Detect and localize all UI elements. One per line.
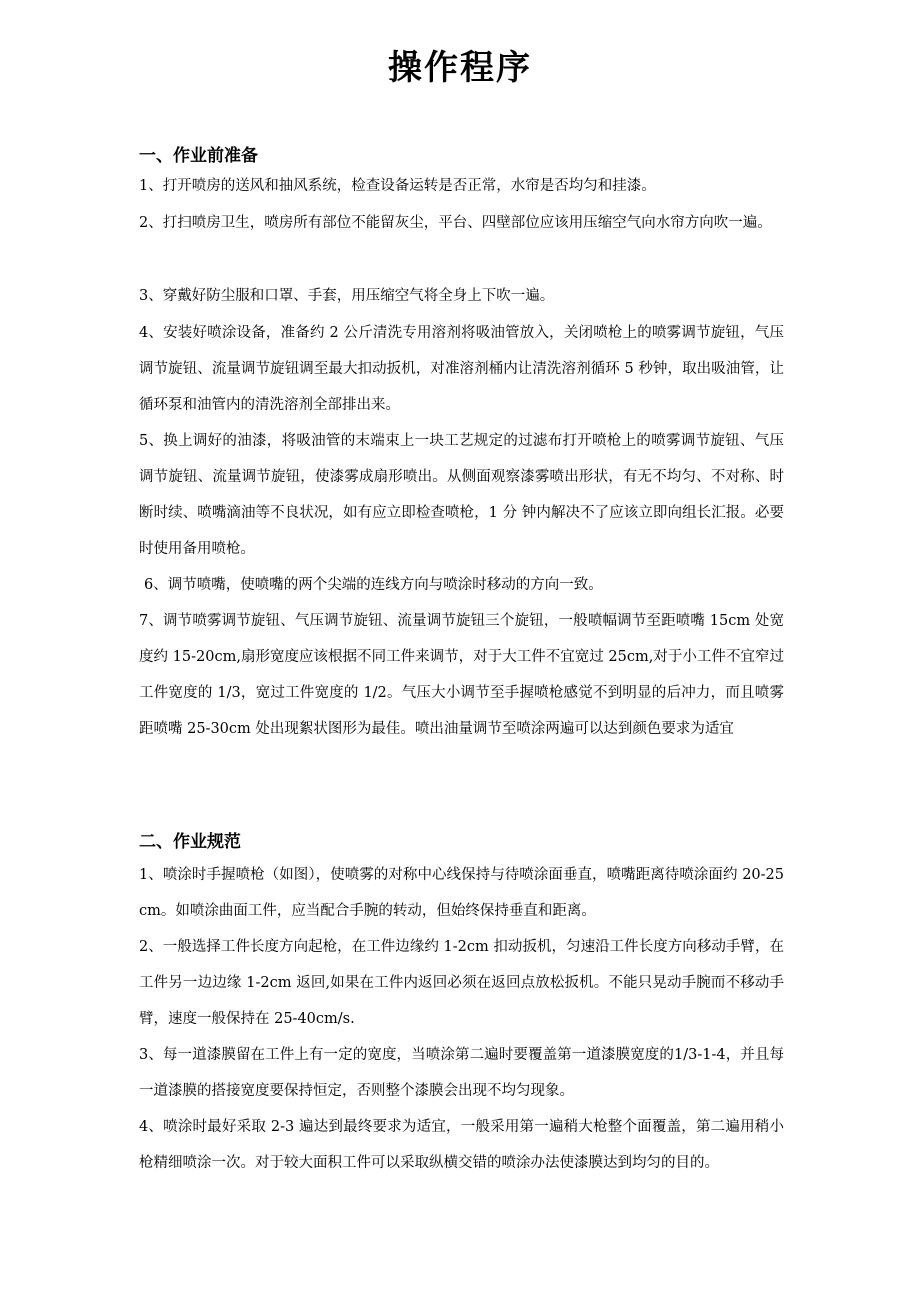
preparation-item-6: 6、调节喷嘴，使喷嘴的两个尖端的连线方向与喷涂时移动的方向一致。 (144, 577, 603, 593)
preparation-item-3: 3、穿戴好防尘服和口罩、手套，用压缩空气将全身上下吹一遍。 (139, 288, 555, 304)
section-heading-standards: 二、作业规范 (139, 832, 241, 852)
preparation-item-1: 1、打开喷房的送风和抽风系统，检查设备运转是否正常，水帘是否均匀和挂漆。 (139, 178, 656, 194)
section-heading-preparation: 一、作业前准备 (139, 146, 258, 166)
preparation-item-2: 2、打扫喷房卫生，喷房所有部位不能留灰尘，平台、四壁部位应该用压缩空气向水帘方向吹一遍。 (139, 215, 772, 231)
preparation-item-7: 7、调节喷雾调节旋钮、气压调节旋钮、流量调节旋钮三个旋钮，一般喷幅调节至距喷嘴 15cm 处宽度约 15-20cm,扇形宽度应该根据不同工件来调节，对于大工件不宜宽过 25cm,对于小工件不宜窄过工件宽度的 1/3，宽过工件宽度的 1/2。气压大小调节至手握喷枪感觉不到明显的后冲力，而且喷雾距喷嘴 25-30cm 处出现絮状图形为最佳。喷出油量调节至喷涂两遍可以达到颜色要求为适宜 (139, 613, 784, 737)
preparation-item-4: 4、安装好喷涂设备，准备约 2 公斤清洗专用溶剂将吸油管放入，关闭喷枪上的喷雾调节旋钮，气压调节旋钮、流量调节旋钮调至最大扣动扳机，对准溶剂桶内让清洗溶剂循环 5 秒钟，取出吸油管，让循环泵和油管内的清洗溶剂全部排出来。 (139, 325, 784, 413)
page-title: 操作程序 (388, 48, 532, 88)
standards-item-4: 4、喷涂时最好采取 2-3 遍达到最终要求为适宜，一般采用第一遍稍大枪整个面覆盖，第二遍用稍小枪精细喷涂一次。对于较大面积工件可以采取纵横交错的喷涂办法使漆膜达到均匀的目的。 (139, 1119, 784, 1171)
standards-item-2: 2、一般选择工件长度方向起枪，在工件边缘约 1-2cm 扣动扳机，匀速沿工件长度方向移动手臂，在工件另一边边缘 1-2cm 返回,如果在工件内返回必须在返回点放松扳机。不能只晃动手腕而不移动手臂，速度一般保持在 25-40cm/s. (139, 939, 784, 1027)
standards-item-3: 3、每一道漆膜留在工件上有一定的宽度，当喷涂第二遍时要覆盖第一道漆膜宽度的1/3-1-4，并且每一道漆膜的搭接宽度要保持恒定，否则整个漆膜会出现不均匀现象。 (139, 1047, 784, 1099)
preparation-item-5: 5、换上调好的油漆，将吸油管的末端束上一块工艺规定的过滤布打开喷枪上的喷雾调节旋钮、气压调节旋钮、流量调节旋钮，使漆雾成扇形喷出。从侧面观察漆雾喷出形状，有无不均匀、不对称、时断时续、喷嘴滴油等不良状况，如有应立即检查喷枪，1 分 钟内解决不了应该立即向组长汇报。必要时使用备用喷枪。 (139, 433, 784, 557)
standards-item-1: 1、喷涂时手握喷枪（如图），使喷雾的对称中心线保持与待喷涂面垂直，喷嘴距离待喷涂面约 20-25 cm。如喷涂曲面工件，应当配合手腕的转动，但始终保持垂直和距离。 (139, 867, 784, 919)
